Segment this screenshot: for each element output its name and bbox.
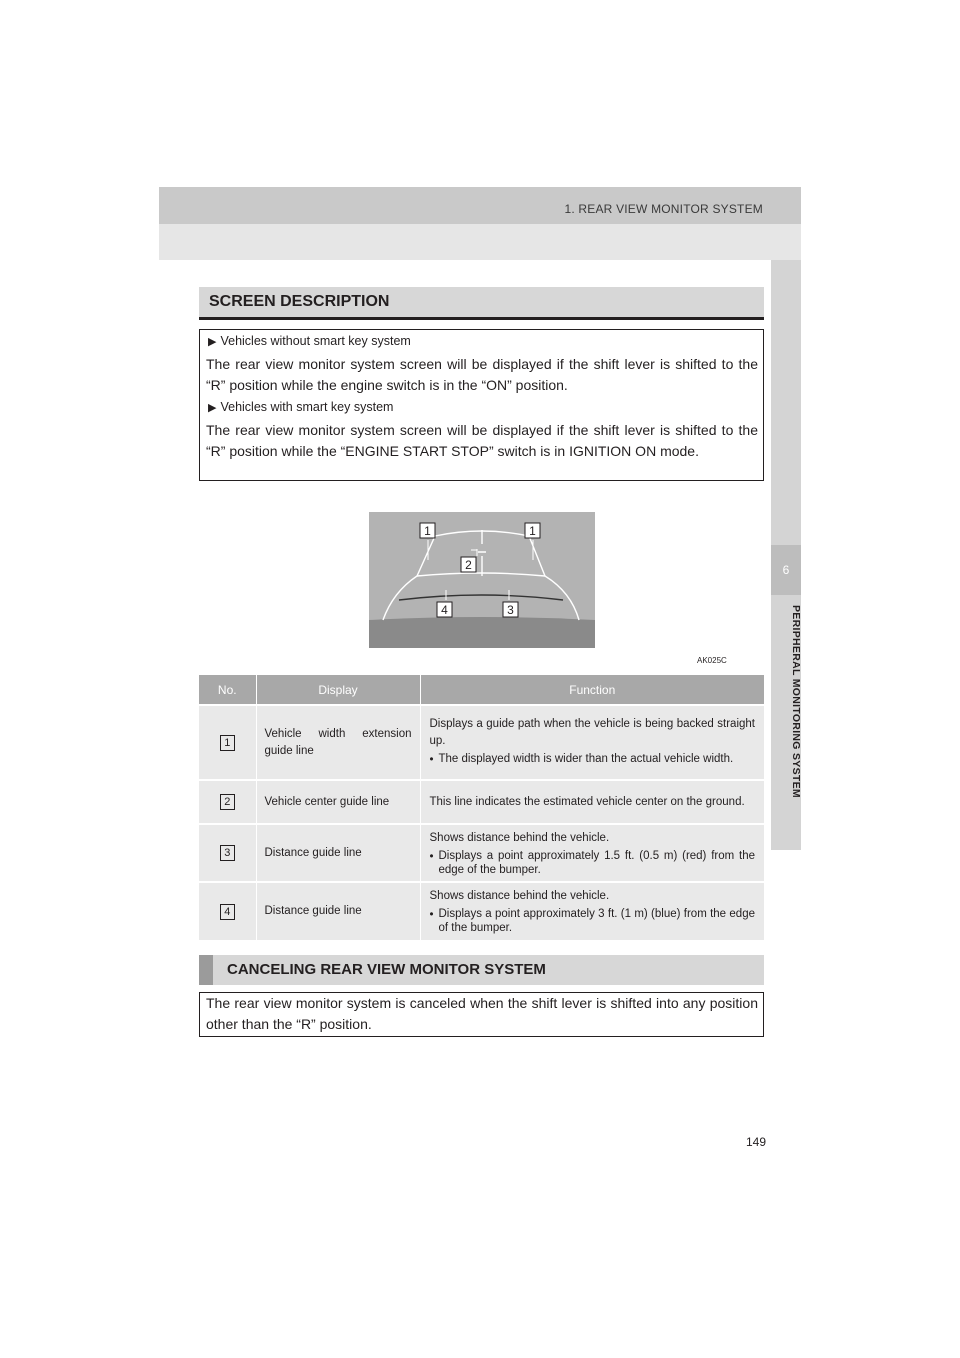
column-header-function: Function (420, 675, 764, 705)
canceling-box (199, 992, 764, 1037)
callout-numbers (424, 524, 536, 617)
row-function: This line indicates the estimated vehicle center on the ground. (429, 795, 745, 808)
table-row (199, 824, 764, 882)
page-number: 149 (746, 1135, 767, 1149)
row-bullet: Displays a point approximately 3 ft. (1 m) (blue) from the edge of the bumper. (438, 908, 755, 934)
row-number: 4 (220, 904, 235, 920)
subhead-without-smart-key: ▶ Vehicles without smart key system (208, 334, 411, 348)
row-display: Vehicle center guide line (256, 780, 420, 824)
row-bullet: The displayed width is wider than the actual vehicle width. (438, 753, 734, 765)
screen-description-box (199, 329, 764, 481)
row-function: Shows distance behind the vehicle. (429, 831, 610, 844)
paragraph-with-smart-key: The rear view monitor system screen will be displayed if the shift lever is shifted to the “R” position while the “ENGINE START STOP” switch is in IGNITION ON mode. (206, 422, 758, 459)
row-function: Shows distance behind the vehicle. (429, 890, 610, 902)
guide-line-table (199, 675, 764, 940)
callout-leaders (428, 540, 533, 600)
section-heading-canceling (199, 955, 764, 985)
callout-number: 1 (529, 524, 536, 538)
figure-code: AK025C (697, 656, 727, 665)
chapter-side-label: PERIPHERAL MONITORING SYSTEM (790, 605, 802, 798)
chapter-number: 6 (771, 545, 801, 595)
distance-guide-line-near (399, 595, 563, 600)
callout-boxes (420, 523, 540, 617)
distance-guide-line-far (417, 573, 545, 576)
section-heading-text: SCREEN DESCRIPTION (209, 293, 390, 310)
callout-number: 2 (465, 558, 472, 572)
section-heading-text: CANCELING REAR VIEW MONITOR SYSTEM (227, 961, 546, 978)
guide-line-diagram (369, 512, 595, 648)
arrow-icon: ▶ (208, 402, 217, 414)
row-number: 1 (220, 735, 235, 751)
header-band-top (159, 187, 801, 224)
callout-number: 4 (441, 603, 448, 617)
canceling-paragraph: The rear view monitor system is canceled when the shift lever is shifted into any position other than the “R” position. (206, 995, 758, 1032)
vehicle-width-guide-line (383, 531, 579, 620)
column-header-display: Display (256, 675, 420, 705)
chapter-title: 1. REAR VIEW MONITOR SYSTEM (564, 202, 763, 216)
table-header-row (199, 675, 764, 705)
callout-number: 3 (507, 603, 514, 617)
bullet-icon: • (429, 754, 434, 766)
arrow-icon: ▶ (208, 336, 217, 348)
row-function: Displays a guide path when the vehicle is being backed straight up. (429, 718, 755, 747)
bullet-icon: • (429, 909, 434, 921)
vehicle-center-guide-line (478, 530, 486, 576)
row-bullet: Displays a point approximately 1.5 ft. (0.5 m) (red) from the edge of the bumper. (438, 849, 755, 876)
row-number: 3 (220, 845, 235, 861)
row-display: Vehicle width extension guide line (256, 705, 420, 780)
guide-line-figure (369, 512, 595, 648)
table-row (199, 882, 764, 940)
column-header-no: No. (199, 675, 256, 705)
paragraph-without-smart-key: The rear view monitor system screen will be displayed if the shift lever is shifted to the “R” position while the engine switch is in the “ON” position. (206, 356, 758, 393)
section-marker (199, 955, 213, 985)
page-header (159, 187, 801, 260)
callout-number: 1 (424, 524, 431, 538)
row-number: 2 (220, 794, 235, 810)
row-display: Distance guide line (256, 882, 420, 940)
section-heading-screen-description (199, 287, 764, 320)
table-row (199, 780, 764, 824)
subhead-with-smart-key: ▶ Vehicles with smart key system (208, 400, 394, 414)
bullet-icon: • (429, 850, 434, 863)
table-row (199, 705, 764, 780)
row-display: Distance guide line (256, 824, 420, 882)
bumper-shape (369, 617, 595, 648)
